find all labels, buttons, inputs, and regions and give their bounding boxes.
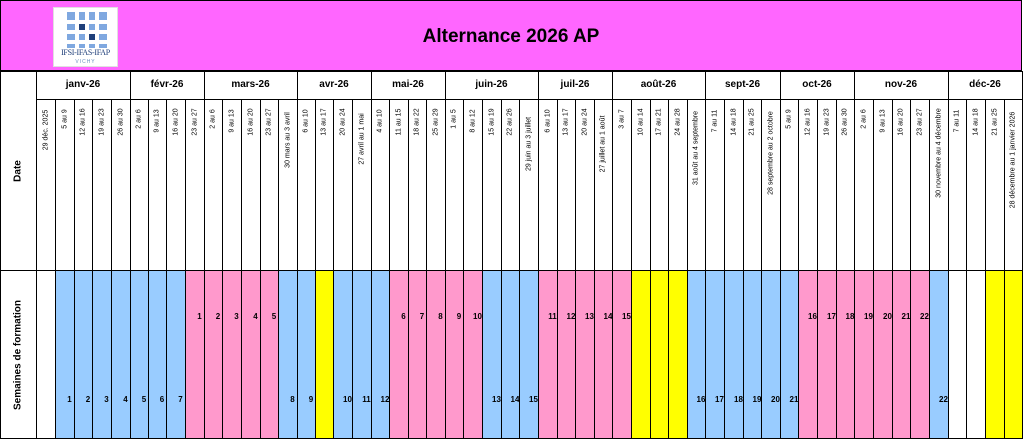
week-date-label: 24 au 28: [674, 108, 681, 137]
week-cell: [854, 270, 873, 439]
week-number: 8: [438, 312, 443, 321]
border-line: [724, 99, 725, 439]
week-number: 22: [939, 395, 948, 404]
border-line: [74, 99, 75, 439]
border-line: [222, 99, 223, 439]
week-cell: [948, 270, 966, 439]
border-line: [687, 99, 688, 439]
row-label-weeks: Semaines de formation: [12, 299, 24, 411]
week-date-label: 16 au 20: [247, 108, 254, 137]
month-label: mars-26: [231, 79, 270, 90]
week-number: 17: [715, 395, 724, 404]
week-cell: [557, 270, 575, 439]
week-cell: [873, 270, 892, 439]
week-date-label: 30 mars au 3 avril: [284, 112, 291, 169]
border-line: [966, 99, 967, 439]
week-number: 18: [845, 312, 855, 321]
month-label: nov-26: [884, 79, 918, 90]
border-line: [389, 99, 390, 439]
week-date-label: 21 au 25: [748, 108, 756, 137]
border-line: [594, 99, 595, 439]
week-cell: [668, 270, 687, 439]
week-date-label: 10 au 14: [637, 108, 644, 137]
week-date-label: 27 juillet au 1 août: [599, 115, 607, 173]
border-line: [55, 99, 56, 439]
week-cell: [408, 270, 426, 439]
border-line: [575, 99, 576, 439]
border-line: [166, 99, 167, 439]
border-line: [631, 99, 632, 439]
week-cell: [204, 270, 222, 439]
border-line: [1022, 99, 1023, 439]
week-date-label: 20 au 24: [339, 108, 346, 137]
week-number: 1: [67, 395, 72, 404]
border-line: [854, 99, 855, 439]
border-line: [260, 99, 261, 439]
week-cell: [650, 270, 668, 439]
border-line: [130, 99, 131, 439]
week-number: 16: [696, 395, 706, 404]
week-cell: [594, 270, 612, 439]
week-date-label: 28 décembre au 1 janvier 2026: [1009, 111, 1017, 209]
week-cell: [426, 270, 445, 439]
border-line: [185, 99, 186, 439]
week-date-label: 9 au 13: [153, 108, 161, 133]
week-date-label: 16 au 20: [897, 108, 905, 137]
week-number: 2: [215, 312, 221, 321]
border-line: [241, 99, 242, 439]
week-cell: [538, 270, 557, 439]
border-line: [92, 99, 93, 439]
week-cell: [1004, 270, 1022, 439]
week-cell: [519, 270, 538, 439]
row-label-date: Date: [12, 160, 24, 182]
week-cell: [148, 270, 166, 439]
week-date-label: 30 novembre au 4 décembre: [935, 108, 942, 198]
week-number: 10: [343, 395, 352, 404]
week-number: 8: [290, 395, 295, 404]
week-cell: [371, 270, 389, 439]
border-line: [111, 99, 112, 439]
week-date-label: 22 au 26: [506, 108, 514, 137]
week-cell: [798, 270, 817, 439]
week-date-label: 23 au 27: [916, 108, 923, 137]
border-line: [948, 99, 949, 439]
week-date-label: 11 au 15: [395, 109, 402, 136]
border-line: [668, 99, 669, 439]
week-cell: [780, 270, 798, 439]
border-line: [892, 99, 893, 439]
border-line: [36, 99, 37, 439]
month-label: juil-26: [560, 79, 590, 90]
week-number: 9: [456, 312, 462, 321]
logo-subtext: VICHY: [75, 59, 96, 65]
week-cell: [929, 270, 948, 439]
week-cell: [631, 270, 650, 439]
border-line: [798, 99, 799, 439]
week-date-label: 6 au 10: [544, 108, 551, 133]
week-date-label: 14 au 18: [730, 108, 737, 137]
week-cell: [278, 270, 297, 439]
week-date-label: 19 au 23: [823, 108, 830, 137]
week-date-label: 16 au 20: [172, 108, 179, 137]
week-date-label: 20 au 24: [581, 108, 588, 137]
week-date-label: 7 au 11: [953, 109, 961, 133]
week-date-label: 2 au 6: [860, 109, 867, 129]
week-date-label: 17 au 21: [655, 108, 663, 137]
week-number: 2: [85, 395, 91, 404]
week-number: 6: [159, 395, 165, 404]
week-date-label: 8 au 12: [469, 108, 476, 133]
week-number: 7: [419, 312, 425, 321]
week-cell: [836, 270, 854, 439]
week-date-label: 19 au 23: [98, 108, 105, 137]
week-date-label: 31 août au 4 septembre: [692, 110, 700, 185]
week-cell: [111, 270, 130, 439]
border-line: [204, 99, 205, 439]
month-label: janv-26: [65, 79, 101, 90]
week-cell: [985, 270, 1004, 439]
month-label: avr-26: [319, 79, 349, 90]
week-date-label: 3 au 7: [618, 109, 625, 129]
border-line: [352, 99, 353, 439]
week-number: 15: [622, 312, 631, 321]
week-number: 11: [548, 312, 557, 321]
week-date-label: 9 au 13: [228, 108, 235, 133]
week-cell: [36, 270, 55, 439]
week-number: 13: [492, 395, 501, 404]
week-number: 12: [380, 395, 390, 404]
week-date-label: 2 au 6: [135, 109, 143, 129]
week-date-label: 2 au 6: [209, 109, 217, 129]
week-number: 20: [771, 395, 780, 404]
border-line: [519, 99, 520, 439]
week-date-label: 12 au 16: [79, 108, 87, 137]
border-line: [0, 71, 1023, 72]
week-number: 15: [529, 395, 538, 404]
week-date-label: 12 au 16: [804, 108, 811, 137]
week-cell: [92, 270, 111, 439]
week-date-label: 5 au 9: [785, 109, 793, 129]
border-line: [445, 99, 446, 439]
week-number: 3: [234, 312, 239, 321]
border-line: [817, 99, 818, 439]
week-cell: [724, 270, 743, 439]
week-date-label: 18 au 22: [413, 108, 421, 137]
week-number: 17: [827, 312, 836, 321]
border-line: [761, 99, 762, 439]
week-number: 6: [401, 312, 406, 321]
border-line: [297, 99, 298, 439]
week-date-label: 27 avril au 1 mai: [358, 112, 365, 165]
week-cell: [315, 270, 333, 439]
week-date-label: 13 au 17: [320, 108, 328, 137]
month-label: juin-26: [475, 79, 508, 90]
border-line: [873, 99, 874, 439]
border-line: [836, 99, 837, 439]
week-number: 1: [197, 312, 202, 321]
week-number: 18: [734, 395, 743, 404]
border-line: [538, 99, 539, 439]
border-line: [780, 99, 781, 439]
week-cell: [463, 270, 482, 439]
week-cell: [166, 270, 185, 439]
border-line: [1004, 99, 1005, 439]
week-number: 13: [585, 312, 594, 321]
week-number: 14: [510, 395, 520, 404]
week-cell: [130, 270, 148, 439]
month-label: mai-26: [392, 79, 424, 90]
week-date-label: 1 au 5: [450, 109, 458, 129]
border-line: [557, 99, 558, 439]
border-line: [333, 99, 334, 439]
week-cell: [333, 270, 352, 439]
week-date-label: 9 au 13: [879, 108, 886, 133]
week-date-label: 28 septembre au 2 octobre: [767, 111, 774, 195]
month-label: déc-26: [969, 79, 1001, 90]
border-line: [705, 99, 706, 439]
border-line: [315, 99, 316, 439]
week-cell: [966, 270, 985, 439]
week-date-label: 14 au 18: [972, 108, 979, 137]
border-line: [929, 99, 930, 439]
week-number: 11: [362, 395, 371, 404]
border-line: [0, 71, 1, 439]
week-number: 16: [808, 312, 817, 321]
border-line: [278, 99, 279, 439]
week-cell: [743, 270, 761, 439]
month-label: févr-26: [150, 79, 184, 90]
border-line: [148, 99, 149, 439]
border-line: [910, 99, 911, 439]
border-line: [650, 99, 651, 439]
week-number: 12: [566, 312, 576, 321]
week-date-label: 15 au 19: [488, 108, 495, 137]
week-cell: [241, 270, 260, 439]
border-line: [501, 99, 502, 439]
week-cell: [892, 270, 910, 439]
border-line: [408, 99, 409, 439]
week-cell: [445, 270, 463, 439]
week-number: 7: [178, 395, 183, 404]
border-line: [0, 270, 1023, 271]
week-number: 5: [271, 312, 277, 321]
border-line: [463, 99, 464, 439]
week-number: 5: [141, 395, 147, 404]
week-cell: [352, 270, 371, 439]
week-number: 22: [920, 312, 929, 321]
week-cell: [297, 270, 315, 439]
border-line: [985, 99, 986, 439]
week-date-label: 13 au 17: [562, 108, 570, 137]
week-number: 3: [104, 395, 109, 404]
week-date-label: 7 au 11: [711, 109, 718, 133]
week-cell: [575, 270, 594, 439]
week-number: 19: [864, 312, 873, 321]
week-date-label: 26 au 30: [841, 108, 849, 137]
week-date-label: 26 au 30: [117, 108, 124, 137]
month-label: oct-26: [802, 79, 832, 90]
week-number: 10: [473, 312, 482, 321]
week-cell: [74, 270, 92, 439]
week-date-label: 23 au 27: [191, 108, 198, 137]
week-date-label: 29 juin au 3 juillet: [525, 116, 532, 172]
border-line: [426, 99, 427, 439]
page-title: Alternance 2026 AP: [422, 26, 600, 47]
week-cell: [482, 270, 501, 439]
week-cell: [817, 270, 836, 439]
week-date-label: 6 au 10: [302, 108, 310, 133]
week-cell: [222, 270, 241, 439]
month-label: août-26: [640, 79, 677, 90]
border-line: [371, 99, 372, 439]
week-number: 4: [123, 395, 128, 404]
week-cell: [687, 270, 705, 439]
week-number: 21: [789, 395, 799, 404]
logo-text: IFSI-IFAS-IFAP: [61, 48, 110, 57]
week-date-label: 5 au 9: [61, 109, 68, 129]
week-cell: [55, 270, 74, 439]
week-number: 19: [752, 395, 762, 404]
week-cell: [185, 270, 204, 439]
week-date-label: 29 déc. 2025: [42, 109, 49, 150]
week-cell: [260, 270, 278, 439]
border-line: [743, 99, 744, 439]
week-number: 20: [883, 312, 892, 321]
border-line: [482, 99, 483, 439]
week-cell: [910, 270, 929, 439]
week-number: 21: [901, 312, 911, 321]
week-cell: [761, 270, 780, 439]
week-number: 4: [253, 312, 258, 321]
week-number: 9: [308, 395, 314, 404]
week-cell: [501, 270, 519, 439]
week-cell: [705, 270, 724, 439]
border-line: [612, 99, 613, 439]
week-date-label: 4 au 10: [376, 108, 384, 133]
week-cell: [389, 270, 408, 439]
week-date-label: 23 au 27: [265, 108, 273, 137]
week-date-label: 25 au 29: [432, 108, 439, 137]
week-number: 14: [603, 312, 613, 321]
week-cell: [612, 270, 631, 439]
month-label: sept-26: [724, 79, 761, 90]
week-date-label: 21 au 25: [991, 108, 998, 137]
